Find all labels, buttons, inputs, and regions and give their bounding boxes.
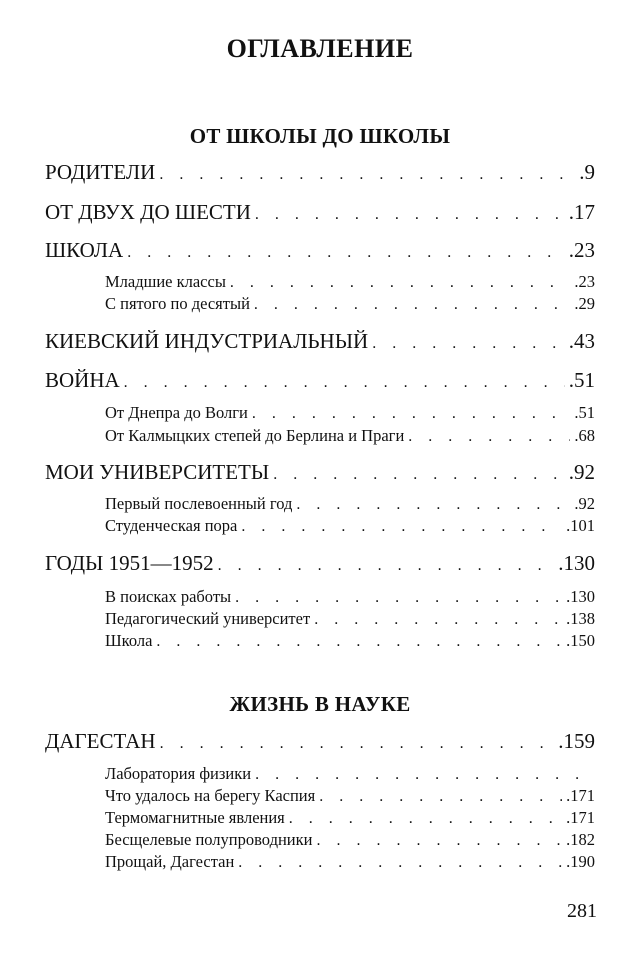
toc-subentry [105,587,595,607]
entry-label: Студенческая пора [105,516,238,535]
toc-entry [45,200,595,225]
leader-dots [254,297,570,313]
entry-label: МОИ УНИВЕРСИТЕТЫ [45,460,270,484]
entry-page: .130 [558,551,595,575]
toc-entry [45,329,595,354]
leader-dots [252,406,571,422]
leader-dots [408,429,570,445]
entry-label: Младшие классы [105,272,226,291]
entry-page: .171 [566,808,595,827]
toc-entry [45,460,595,485]
section-heading: ЖИЗНЬ В НАУКЕ [229,692,411,716]
toc-subentry [105,852,595,872]
toc-subentry [105,403,595,423]
leader-dots [255,767,591,783]
leader-dots [124,375,565,391]
entry-label: ОТ ДВУХ ДО ШЕСТИ [45,200,251,224]
entry-label: В поисках работы [105,587,232,606]
entry-label: Термомагнитные явления [105,808,285,827]
toc-entry [45,368,595,393]
entry-page: .92 [574,494,595,513]
toc-subentry [105,516,595,536]
toc-subentry [105,272,595,292]
leader-dots [160,736,555,752]
toc-subentry [105,494,595,514]
leader-dots [314,612,562,628]
leader-dots [238,855,562,871]
leader-dots [235,590,562,606]
entry-page: .130 [566,587,595,606]
leader-dots [127,245,565,261]
entry-label: Что удалось на берегу Каспия [105,786,316,805]
entry-label: ВОЙНА [45,368,120,392]
entry-label: ГОДЫ 1951—1952 [45,551,214,575]
toc-subentry [105,294,595,314]
toc-subentry [105,808,595,828]
leader-dots [316,833,562,849]
entry-label: Бесщелевые полупроводники [105,830,313,849]
entry-label: С пятого по десятый [105,294,250,313]
entry-page: .51 [568,368,595,392]
toc-entry [45,729,595,754]
leader-dots [230,275,570,291]
entry-label: Педагогический университет [105,609,311,628]
entry-page: .159 [558,729,595,753]
entry-label: От Калмыцких степей до Берлина и Праги [105,426,405,445]
entry-label: Лаборатория физики [105,764,252,783]
leader-dots [273,467,565,483]
entry-label: Прощай, Дагестан [105,852,235,871]
entry-page: .171 [566,786,595,805]
leader-dots [289,811,562,827]
leader-dots [372,336,565,352]
leader-dots [296,497,570,513]
toc-title: ОГЛАВЛЕНИЕ [226,34,414,63]
entry-page: .23 [574,272,595,291]
entry-page: .29 [574,294,595,313]
entry-label: КИЕВСКИЙ ИНДУСТРИАЛЬНЫЙ [45,329,369,353]
entry-label: Школа [105,631,153,650]
entry-page: .190 [566,852,595,871]
entry-page: .182 [566,830,595,849]
entry-page: .68 [574,426,595,445]
entry-page: .150 [566,631,595,650]
leader-dots [156,634,562,650]
toc-subentry [105,426,595,446]
toc-subentry [105,786,595,806]
entry-page: .43 [568,329,595,353]
entry-label: От Днепра до Волги [105,403,248,422]
leader-dots [319,789,562,805]
leader-dots [159,167,575,183]
page-number: 281 [567,900,597,922]
entry-page: .92 [568,460,595,484]
entry-label: РОДИТЕЛИ [45,160,156,184]
leader-dots [241,519,562,535]
section-heading: ОТ ШКОЛЫ ДО ШКОЛЫ [189,124,451,148]
entry-page: .23 [568,238,595,262]
toc-subentry [105,631,595,651]
entry-label: Первый послевоенный год [105,494,293,513]
toc-subentry [105,830,595,850]
entry-label: ДАГЕСТАН [45,729,156,753]
entry-page: .17 [568,200,595,224]
entry-page: .101 [566,516,595,535]
leader-dots [218,558,555,574]
toc-entry [45,551,595,576]
entry-page: .9 [579,160,595,184]
entry-page: .138 [566,609,595,628]
leader-dots [255,207,565,223]
toc-entry [45,160,595,185]
toc-entry [45,238,595,263]
entry-label: ШКОЛА [45,238,124,262]
toc-subentry [105,609,595,629]
entry-page: .51 [574,403,595,422]
toc-subentry [105,764,595,784]
